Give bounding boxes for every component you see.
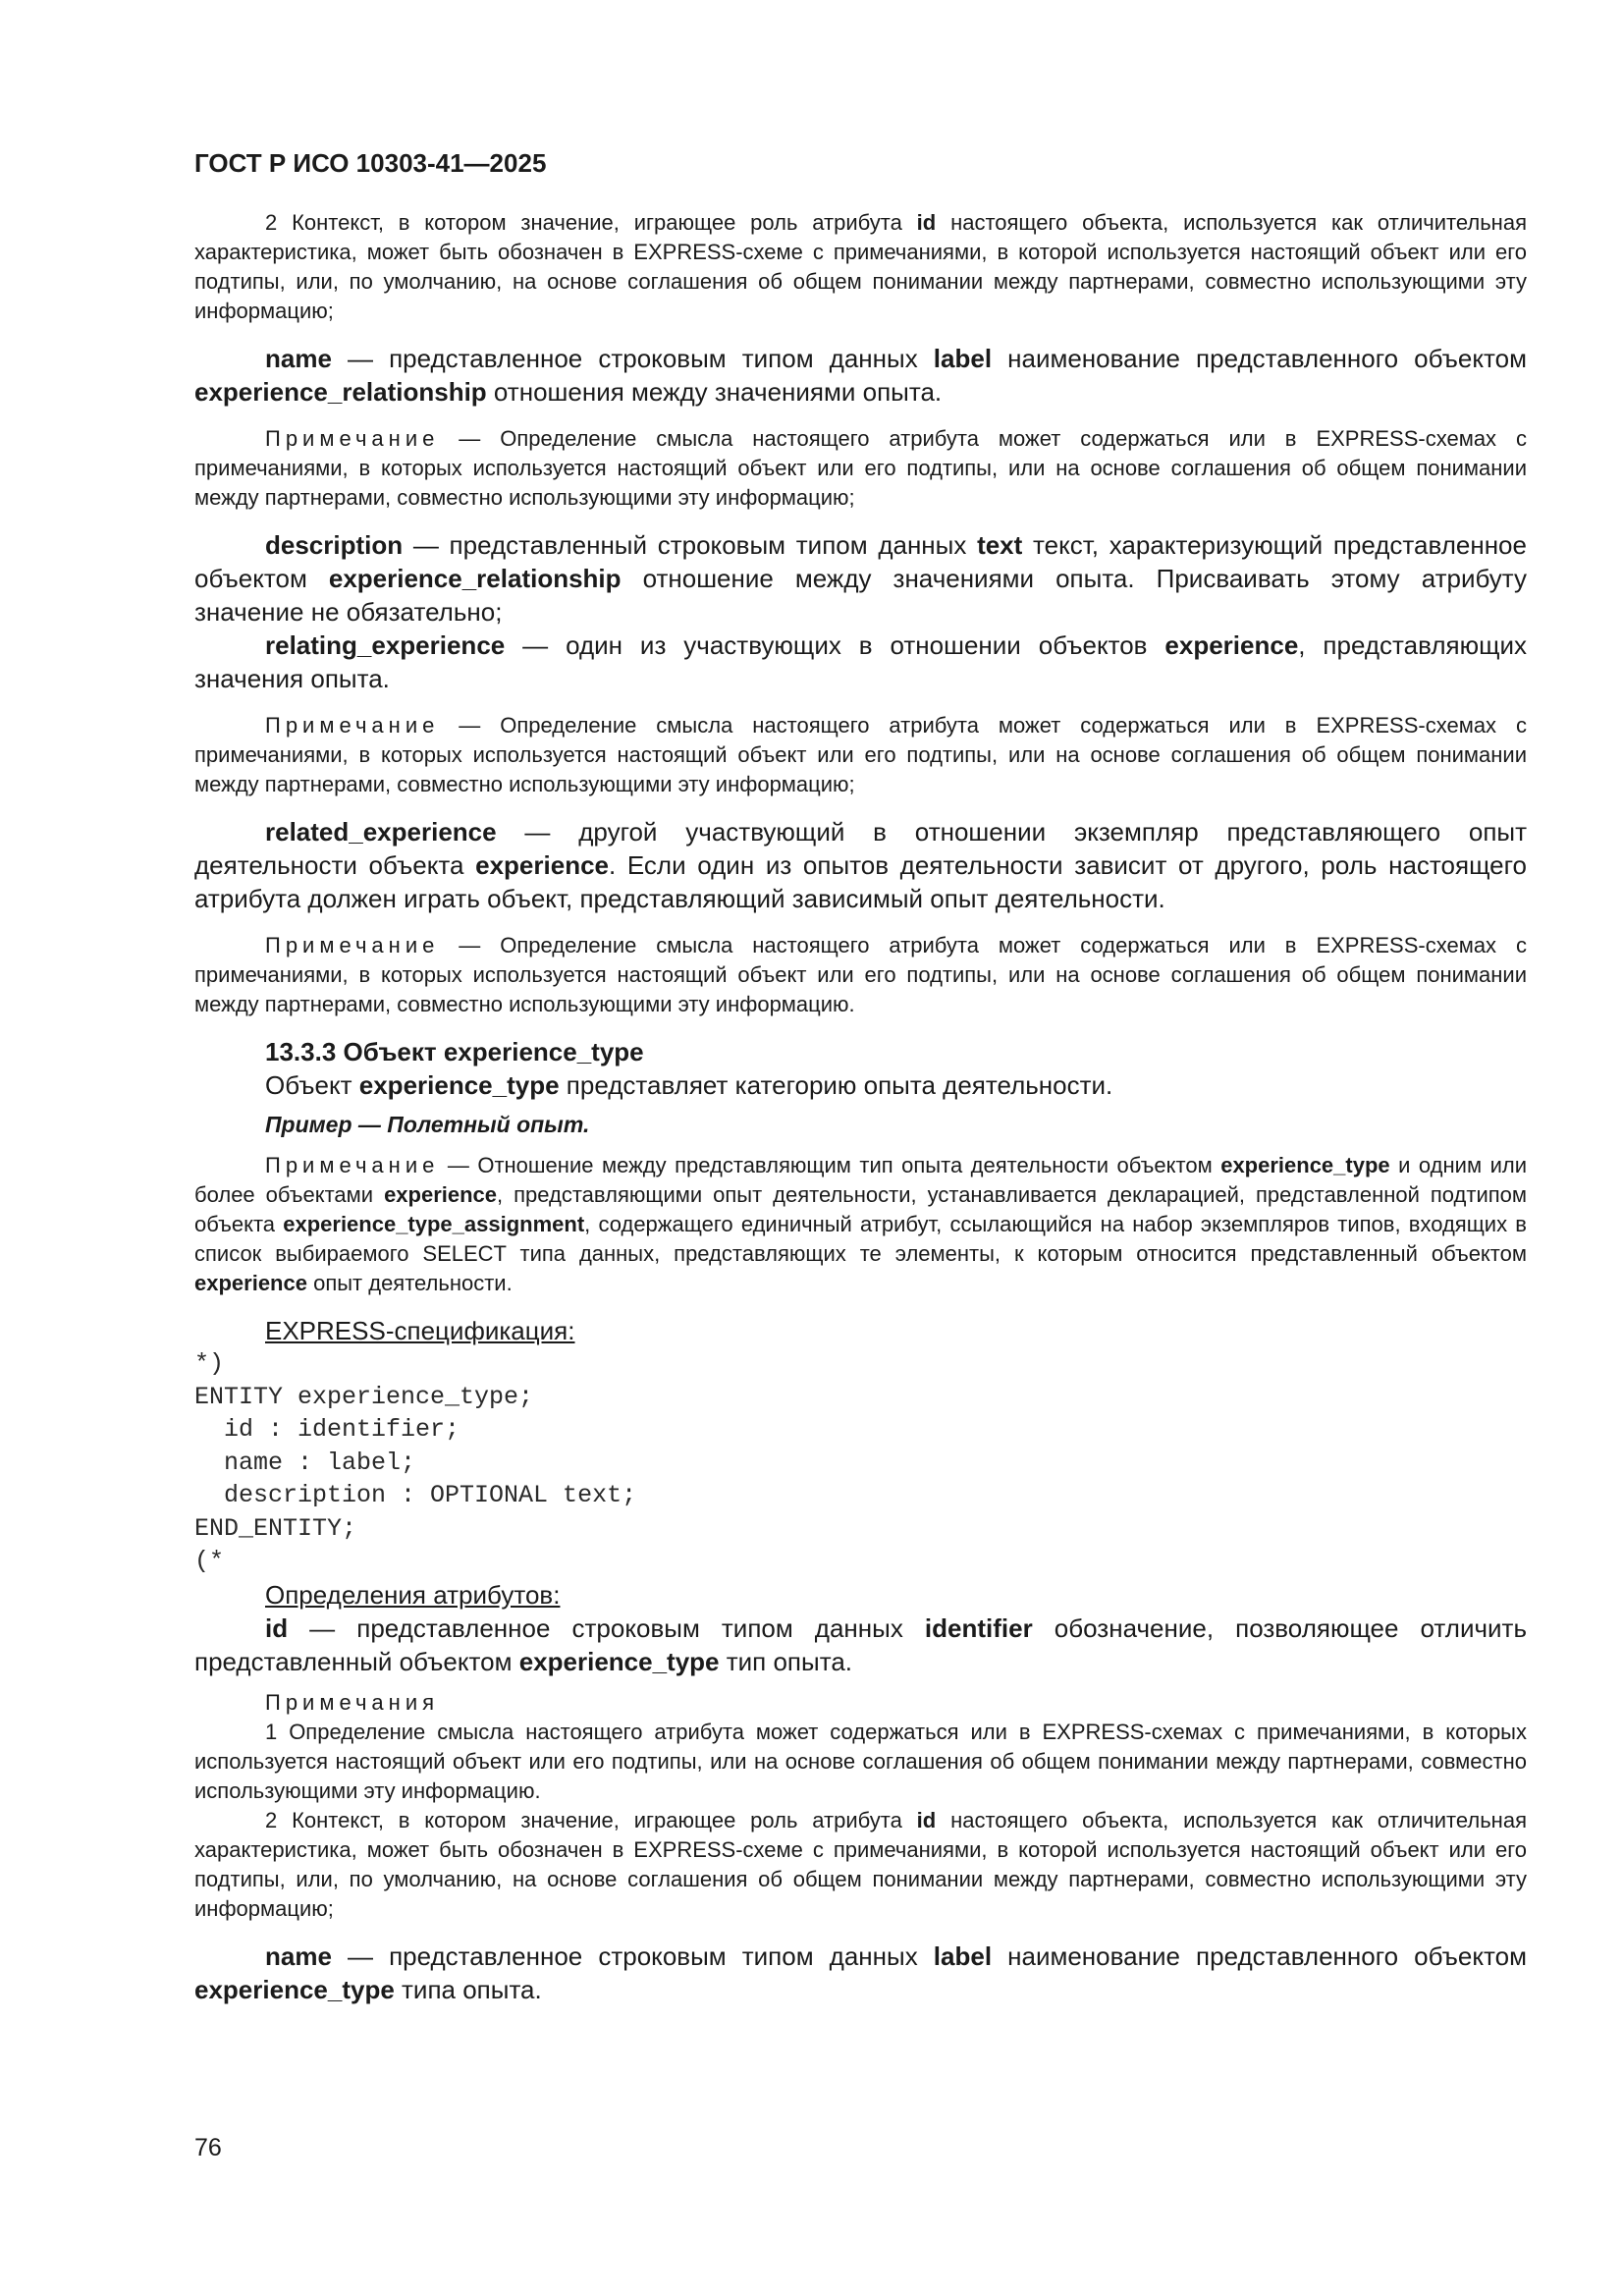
attr-def-id: id — представленное строковым типом данных identifier обозначение, позволяющее отличить представленный объектом experience_type тип опыта. bbox=[194, 1613, 1527, 1676]
page-number: 76 bbox=[194, 2134, 222, 2161]
note-name: Примечание — Определение смысла настоящего атрибута может содержаться или в EXPRESS-схемах с примечаниями, в которых используется настоящий объект или его подтипы, или на основе соглашения об общем понимании между партнерами, совместно использующими эту информацию; bbox=[194, 426, 1527, 510]
document-page bbox=[194, 147, 1527, 2006]
note-experience-type: Примечание — Отношение между представляющим тип опыта деятельности объектом experience_type и одним или более объектами experience, представляющими опыт деятельности, устанавливается декларацией, представленной подтипом объекта experience_type_assignment, содержащего единичный атрибут, ссылающийся на набор экземпляров типов, входящих в список выбираемого SELECT типа данных, представляющих те элементы, к которым относится представленный объектом experience опыт деятельности. bbox=[194, 1153, 1528, 1295]
note-relating: Примечание — Определение смысла настоящего атрибута может содержаться или в EXPRESS-схемах с примечаниями, в которых используется настоящий объект или его подтипы, или на основе соглашения об общем понимании между партнерами, совместно использующими эту информацию; bbox=[194, 713, 1527, 796]
note-related: Примечание — Определение смысла настоящего атрибута может содержаться или в EXPRESS-схемах с примечаниями, в которых используется настоящий объект или его подтипы, или на основе соглашения об общем понимании между партнерами, совместно использующими эту информацию. bbox=[194, 933, 1527, 1016]
example-text: Пример — Полетный опыт. bbox=[265, 1112, 590, 1137]
attr-def-name-relationship: name — представленное строковым типом данных label наименование представленного объектом experience_relationship отношения между значениями опыта. bbox=[194, 344, 1527, 407]
note-1-meaning: 1 Определение смысла настоящего атрибута может содержаться или в EXPRESS-схемах с примечаниями, в которых используется настоящий объект или его подтипы, или на основе соглашения об общем понимании между партнерами, совместно использующими эту информацию. bbox=[194, 1719, 1527, 1803]
express-spec-title: EXPRESS-спецификация: bbox=[265, 1316, 575, 1345]
express-code-block: *) ENTITY experience_type; id : identifier; name : label; description : OPTIONAL text; END_ENTITY; (* bbox=[194, 1349, 637, 1575]
attr-def-related-experience: related_experience — другой участвующий в отношении экземпляр представляющего опыт деятельности объекта experience. Если один из опытов деятельности зависит от другого, роль настоящего атрибута должен играть объект, представляющий зависимый опыт деятельности. bbox=[194, 817, 1527, 913]
attr-def-description: description — представленный строковым типом данных text текст, характеризующий представленное объектом experience_relationship отношение между значениями опыта. Присваивать этому атрибуту значение не обязательно; bbox=[194, 530, 1527, 627]
note-id-context: 2 Контекст, в котором значение, играющее роль атрибута id настоящего объекта, используется как отличительная характеристика, может быть обозначен в EXPRESS-схеме с примечаниями, в которой используется настоящий объект или его подтипы, или, по умолчанию, на основе соглашения об общем понимании между партнерами, совместно использующими эту информацию; bbox=[194, 210, 1527, 323]
attr-def-relating-experience: relating_experience — один из участвующих в отношении объектов experience, представляющих значения опыта. bbox=[194, 630, 1527, 693]
notes-heading: Примечания bbox=[265, 1689, 440, 1715]
document-header: ГОСТ Р ИСО 10303-41—2025 bbox=[194, 148, 547, 178]
section-intro: Объект experience_type представляет категорию опыта деятельности. bbox=[265, 1070, 1113, 1100]
attribute-definitions-title: Определения атрибутов: bbox=[265, 1579, 561, 1610]
note-2-context: 2 Контекст, в котором значение, играющее роль атрибута id настоящего объекта, используется как отличительная характеристика, может быть обозначен в EXPRESS-схеме с примечаниями, в которой используется настоящий объект или его подтипы, или, по умолчанию, на основе соглашения об общем понимании между партнерами, совместно использующими эту информацию; bbox=[194, 1807, 1527, 1921]
section-heading: 13.3.3 Объект experience_type bbox=[265, 1037, 644, 1066]
attr-def-name-type: name — представленное строковым типом данных label наименование представленного объектом experience_type типа опыта. bbox=[194, 1941, 1527, 2004]
